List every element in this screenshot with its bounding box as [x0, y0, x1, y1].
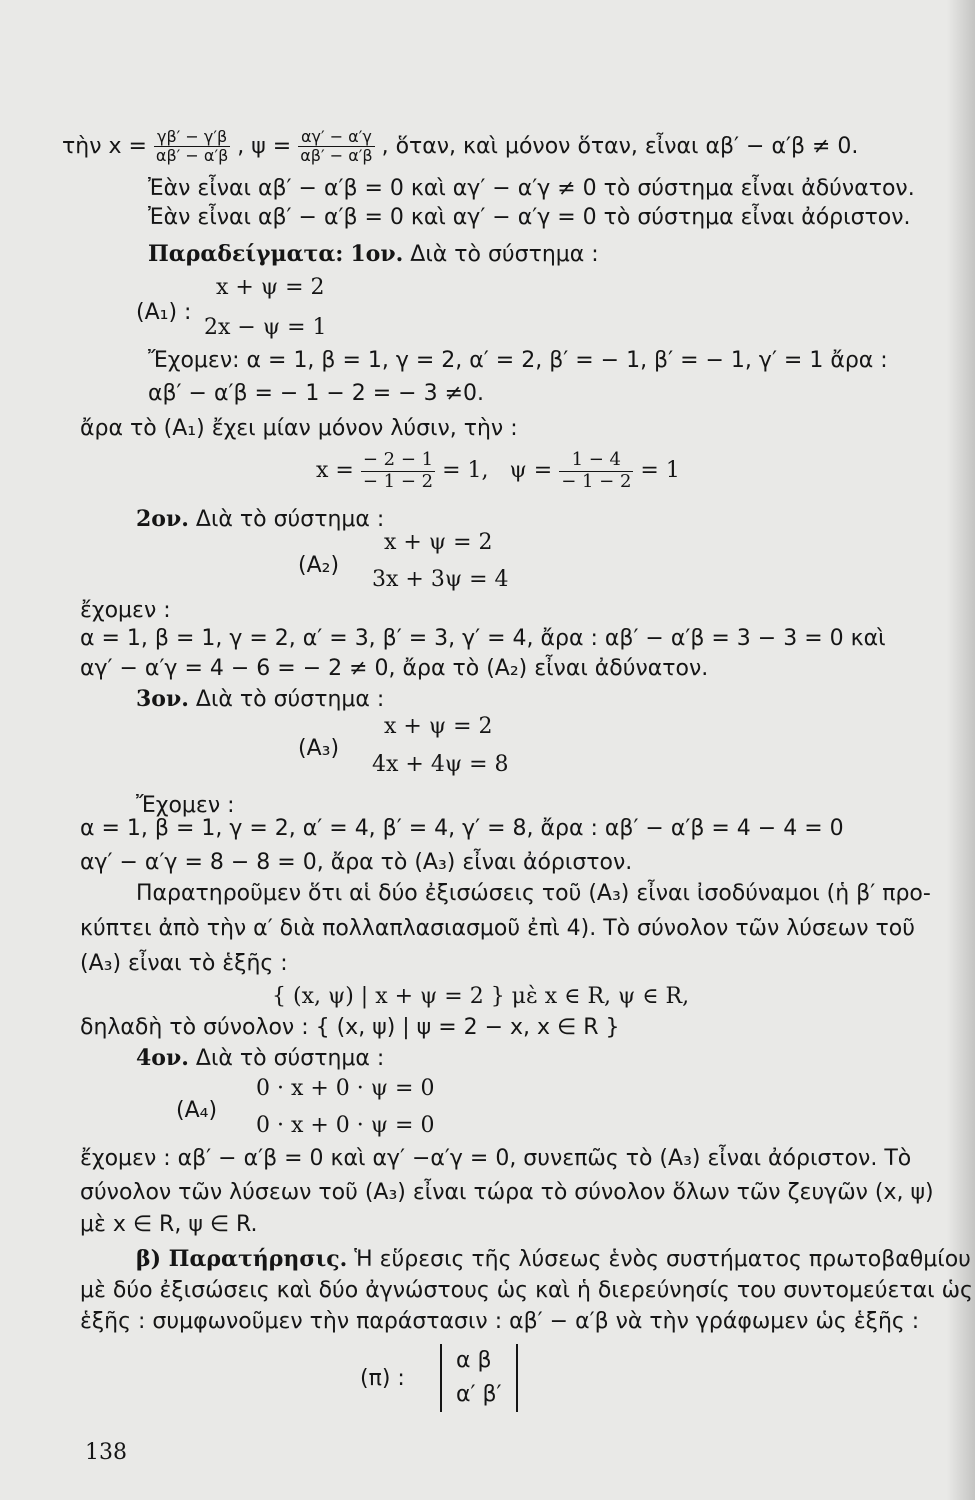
example-3-heading [136, 688, 384, 711]
system-a1-label: (A₁) : [136, 300, 192, 325]
solution-values-line [316, 450, 680, 492]
text-indeterminate-condition: Ἐὰν εἶναι αβ′ − α′β = 0 καὶ αγ′ − α′γ = 0 τὸ σύστημα εἶναι ἀόριστον. [148, 205, 911, 230]
page-number: 138 [85, 1440, 127, 1465]
solution-x-fraction [361, 450, 435, 492]
example-4-intro: Διὰ τὸ σύστημα : [195, 1046, 385, 1071]
system-a1-equation-1: x + ψ = 2 [216, 275, 325, 300]
system-a3-equation-2: 4x + 4ψ = 8 [372, 752, 509, 777]
solution-x-numerator: − 2 − 1 [362, 449, 434, 470]
text-impossible-condition: Ἐὰν εἶναι αβ′ − α′β = 0 καὶ αγ′ − α′γ ≠ 0 τὸ σύστημα εἶναι ἀδύνατον. [148, 176, 915, 201]
system-a2-equation-2: 3x + 3ψ = 4 [372, 567, 509, 592]
fraction-x [154, 128, 230, 166]
text-solution-set-4: σύνολον τῶν λύσεων τοῦ (A₃) εἶναι τώρα τὸ σύνολον ὅλων τῶν ζευγῶν (x, ψ) [80, 1180, 934, 1205]
determinant-row-1: α β [456, 1348, 492, 1373]
determinant-matrix [440, 1344, 518, 1412]
text-system-3-indeterminate: αγ′ − α′γ = 8 − 8 = 0, ἄρα τὸ (A₃) εἶναι ἀόριστον. [80, 850, 633, 875]
system-a2-label: (A₂) [298, 553, 340, 578]
text-solution-set: { (x, ψ) | x + ψ = 2 } μὲ x ∈ R, ψ ∈ R, [272, 984, 690, 1009]
example-3-number: 3ον. [136, 686, 189, 712]
system-a3-equation-1: x + ψ = 2 [384, 714, 493, 739]
system-a2-equation-1: x + ψ = 2 [384, 530, 493, 555]
text-unique-solution: ἄρα τὸ (A₁) ἔχει μίαν μόνον λύσιν, τὴν : [80, 416, 518, 441]
solution-psi-value: = 1 [640, 458, 680, 484]
observation-line-1 [136, 1248, 971, 1271]
examples-heading: Παραδείγματα: [148, 241, 344, 267]
solution-psi-fraction [559, 450, 633, 492]
text-system-2-impossible: αγ′ − α′γ = 4 − 6 = − 2 ≠ 0, ἄρα τὸ (A₂) εἶναι ἀδύνατον. [80, 656, 709, 681]
text-solution-set-explicit: δηλαδὴ τὸ σύνολον : { (x, ψ) | ψ = 2 − x, x ∈ R } [80, 1015, 620, 1040]
example-2-heading [136, 508, 384, 531]
observation-text-2: μὲ δύο ἐξισώσεις καὶ δύο ἀγνώστους ὡς καὶ ἡ διερεύνησίς του συντομεύεται ὡς [80, 1278, 973, 1303]
example-1-intro: Διὰ τὸ σύστημα : [410, 242, 599, 267]
text-remark-line-2: κύπτει ἀπὸ τὴν α′ διὰ πολλαπλασιασμοῦ ἐπὶ 4). Τὸ σύνολον τῶν λύσεων τοῦ [80, 916, 915, 941]
text-remark-line-3: (A₃) εἶναι τὸ ἑξῆς : [80, 951, 288, 976]
solution-psi-numerator: 1 − 4 [559, 450, 633, 472]
text-coefficients-2: α = 1, β = 1, γ = 2, α′ = 3, β′ = 3, γ′ = 4, ἄρα : αβ′ − α′β = 3 − 3 = 0 καὶ [80, 626, 886, 651]
fraction-psi-denominator: αβ′ − α′β [300, 146, 373, 166]
solution-x-denominator: − 1 − 2 [362, 470, 434, 492]
example-2-intro: Διὰ τὸ σύστημα : [195, 507, 385, 532]
book-spine-shadow [947, 0, 975, 1500]
solution-formula-line [62, 128, 858, 166]
text-we-have-2: ἔχομεν : [80, 598, 171, 623]
example-3-intro: Διὰ τὸ σύστημα : [195, 687, 385, 712]
text-we-have-3: Ἔχομεν : [136, 793, 235, 818]
solution-psi-label: ψ = [509, 458, 553, 484]
system-a4-equation-1: 0 · x + 0 · ψ = 0 [256, 1076, 435, 1101]
examples-heading-line [148, 243, 599, 266]
fraction-psi-numerator: αγ′ − α′γ [298, 128, 374, 147]
solution-x-value: = 1, [442, 458, 489, 484]
fraction-x-numerator: γβ′ − γ′β [154, 128, 230, 147]
example-1-number: 1ον. [350, 241, 404, 267]
fraction-x-denominator: αβ′ − α′β [155, 146, 229, 166]
determinant-label: (π) : [360, 1366, 405, 1391]
system-a3-label: (A₃) [298, 736, 340, 761]
observation-heading: β) Παρατήρησις. [136, 1246, 348, 1272]
solution-psi-denominator: − 1 − 2 [561, 470, 632, 492]
text-domain-4: μὲ x ∈ R, ψ ∈ R. [80, 1212, 258, 1237]
system-a4-equation-2: 0 · x + 0 · ψ = 0 [256, 1113, 435, 1138]
text-coefficients-1: Ἔχομεν: α = 1, β = 1, γ = 2, α′ = 2, β′ = − 1, β′ = − 1, γ′ = 1 ἄρα : [148, 348, 888, 373]
text-psi-equals: , ψ = [237, 133, 292, 159]
observation-text-1: Ἡ εὕρεσις τῆς λύσεως ἑνὸς συστήματος πρωτοβαθμίου [354, 1247, 971, 1272]
text-remark-line-1: Παρατηροῦμεν ὅτι αἱ δύο ἐξισώσεις τοῦ (A₃) εἶναι ἰσοδύναμοι (ἡ β′ προ- [136, 881, 931, 906]
example-4-number: 4ον. [136, 1045, 189, 1071]
text-condition: , ὅταν, καὶ μόνον ὅταν, εἶναι αβ′ − α′β ≠ 0. [381, 133, 859, 159]
solution-x-label: x = [316, 458, 354, 484]
system-a1-equation-2: 2x − ψ = 1 [204, 315, 327, 340]
text-coefficients-3: α = 1, β = 1, γ = 2, α′ = 4, β′ = 4, γ′ = 8, ἄρα : αβ′ − α′β = 4 − 4 = 0 [80, 816, 844, 841]
example-4-heading [136, 1047, 384, 1070]
text-determinant-1: αβ′ − α′β = − 1 − 2 = − 3 ≠0. [148, 381, 485, 406]
fraction-psi [298, 128, 374, 166]
determinant-row-2: α′ β′ [456, 1382, 502, 1407]
observation-text-3: ἑξῆς : συμφωνοῦμεν τὴν παράστασιν : αβ′ − α′β νὰ τὴν γράφωμεν ὡς ἑξῆς : [80, 1309, 920, 1334]
text-x-equals: τὴν x = [62, 133, 147, 159]
text-coefficients-4: ἔχομεν : αβ′ − α′β = 0 καὶ αγ′ −α′γ = 0, συνεπῶς τὸ (A₃) εἶναι ἀόριστον. Τὸ [80, 1146, 912, 1171]
example-2-number: 2ον. [136, 506, 189, 532]
system-a4-label: (A₄) [176, 1098, 218, 1123]
